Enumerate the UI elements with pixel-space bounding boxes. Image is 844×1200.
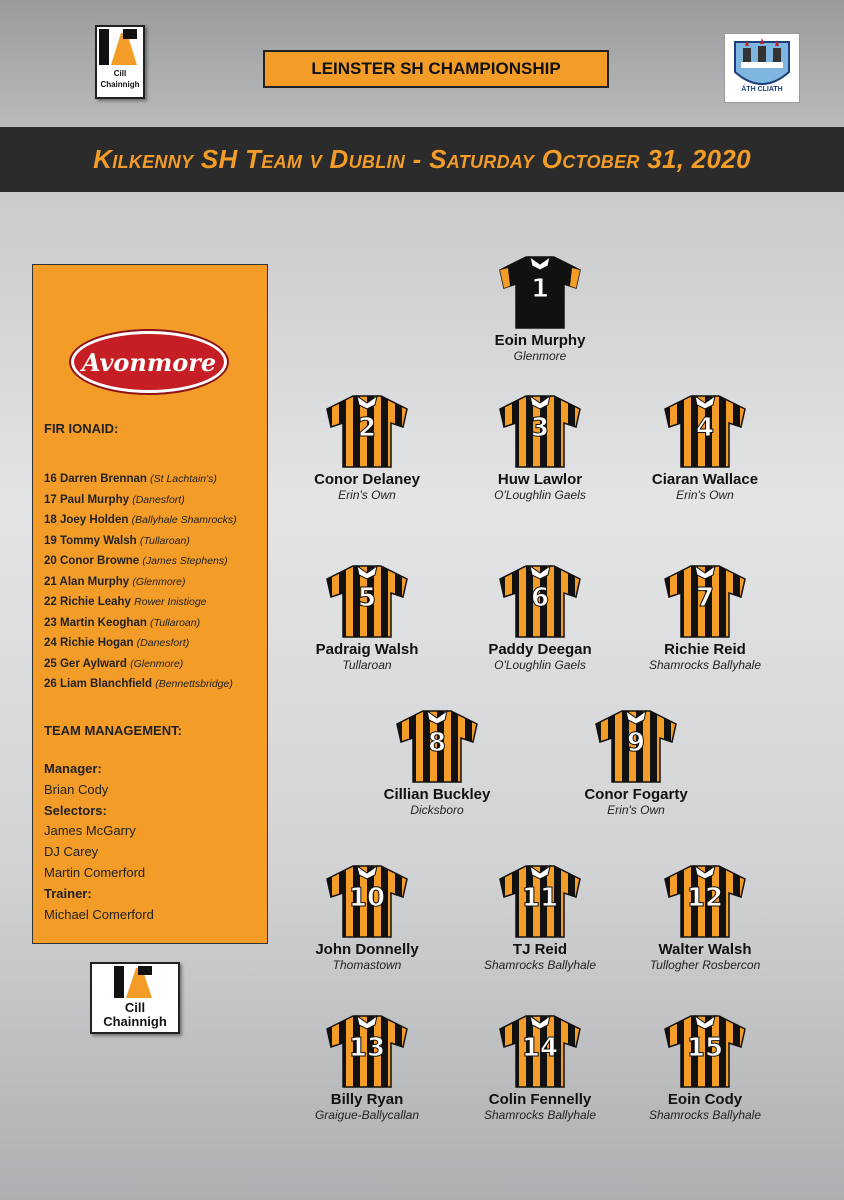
sub-club: (Tullaroan) <box>150 616 201 629</box>
sub-club: Rower Inistioge <box>134 596 207 608</box>
player-club: Shamrocks Ballyhale <box>648 1108 762 1122</box>
crest-text-cill: Cill <box>113 69 127 78</box>
kilkenny-crest-logo-bottom <box>90 962 180 1034</box>
sub-name: 18 Joey Holden <box>44 514 129 526</box>
player-club: Erin's Own <box>676 488 734 502</box>
crest-emblem-icon <box>92 964 178 1000</box>
crest-text-chainnigh: Chainnigh <box>103 1014 167 1029</box>
jersey <box>498 863 582 939</box>
player-name: Walter Walsh <box>658 941 752 958</box>
player-card <box>595 863 815 972</box>
crest-text-chainnigh: Chainnigh <box>100 80 140 89</box>
player-name: Conor Delaney <box>314 471 420 488</box>
sub-club: (Bennettsbridge) <box>155 678 233 690</box>
sub-club: (Danesfort) <box>136 637 190 649</box>
crest-text-cill: Cill <box>124 1000 146 1015</box>
jersey <box>325 393 409 469</box>
jersey <box>498 393 582 469</box>
sponsor-logo <box>71 331 227 393</box>
sub-name: 20 Conor Browne <box>44 555 140 567</box>
jersey-number: 3 <box>530 413 550 443</box>
selector-name: James McGarry <box>44 823 136 839</box>
player-name: John Donnelly <box>315 941 419 958</box>
sub-name: 22 Richie Leahy <box>44 596 131 608</box>
sub-name: 23 Martin Keoghan <box>44 616 147 629</box>
jersey <box>498 563 582 639</box>
player-club: O'Loughlin Gaels <box>494 658 586 672</box>
jersey-number: 1 <box>530 274 550 304</box>
sub-club: (Glenmore) <box>132 575 186 588</box>
sub-name: 24 Richie Hogan <box>44 637 134 649</box>
jersey <box>325 863 409 939</box>
jersey-number: 14 <box>521 1033 559 1063</box>
player-name: Ciaran Wallace <box>651 471 759 488</box>
sub-name: 19 Tommy Walsh <box>44 534 137 547</box>
jersey <box>498 254 582 330</box>
sub-name: 16 Darren Brennan <box>44 473 147 485</box>
sub-item <box>44 613 237 634</box>
player-club: Tullaroan <box>342 658 392 672</box>
jersey-number: 9 <box>626 728 646 758</box>
player-card <box>327 708 547 817</box>
management-list <box>44 759 154 925</box>
player-club: Erin's Own <box>607 803 665 817</box>
player-name: Richie Reid <box>664 641 746 658</box>
jersey <box>395 708 479 784</box>
sub-item <box>44 633 237 654</box>
sub-item <box>44 510 237 531</box>
jersey <box>594 708 678 784</box>
jersey <box>498 1013 582 1089</box>
jersey <box>663 563 747 639</box>
manager-label: Manager: <box>44 761 102 776</box>
kilkenny-crest-logo <box>95 25 145 99</box>
player-club: Shamrocks Ballyhale <box>483 1108 597 1122</box>
sponsor-name: Avonmore <box>81 347 217 377</box>
player-card <box>595 1013 815 1122</box>
player-name: Paddy Deegan <box>488 641 592 658</box>
competition-banner: LEINSTER SH CHAMPIONSHIP <box>263 50 609 88</box>
selector-name: Martin Comerford <box>44 864 146 880</box>
player-club: Dicksboro <box>410 803 464 817</box>
player-name: TJ Reid <box>512 941 568 958</box>
player-name: Billy Ryan <box>330 1091 404 1108</box>
sub-item <box>44 572 237 593</box>
sub-item <box>44 551 237 572</box>
sub-club: (Tullaroan) <box>139 534 190 547</box>
player-club: Graigue-Ballycallan <box>314 1108 420 1122</box>
sub-club: (Danesfort) <box>132 493 185 506</box>
sub-item <box>44 654 237 675</box>
jersey <box>663 863 747 939</box>
player-club: Thomastown <box>332 958 402 972</box>
sub-item <box>44 674 237 695</box>
jersey-number: 5 <box>357 583 377 613</box>
selector-name: DJ Carey <box>44 844 99 860</box>
player-name: Padraig Walsh <box>315 641 419 658</box>
crest-emblem-icon <box>97 27 143 67</box>
manager-name: Brian Cody <box>44 781 109 797</box>
subs-list <box>44 469 237 695</box>
trainer-name: Michael Comerford <box>44 906 154 922</box>
jersey-number: 7 <box>695 583 715 613</box>
player-club: O'Loughlin Gaels <box>494 488 586 502</box>
sub-name: 17 Paul Murphy <box>44 493 129 506</box>
jersey <box>325 1013 409 1089</box>
sub-name: 25 Ger Aylward <box>44 657 127 670</box>
player-card <box>595 393 815 502</box>
sub-name: 21 Alan Murphy <box>44 575 130 588</box>
subs-heading: FIR IONAID: <box>44 421 119 436</box>
jersey-number: 13 <box>348 1033 386 1063</box>
player-name: Huw Lawlor <box>497 471 583 488</box>
player-club: Shamrocks Ballyhale <box>648 658 762 672</box>
jersey-number: 15 <box>686 1033 724 1063</box>
selectors-label: Selectors: <box>44 802 107 818</box>
player-name: Eoin Murphy <box>494 332 586 349</box>
player-card <box>430 254 650 363</box>
sub-club: (Ballyhale Shamrocks) <box>131 514 237 526</box>
player-card <box>595 563 815 672</box>
sub-club: (James Stephens) <box>142 555 228 567</box>
player-name: Colin Fennelly <box>488 1091 592 1108</box>
sub-item <box>44 531 237 552</box>
player-name: Conor Fogarty <box>584 786 688 803</box>
substitutes-panel <box>32 264 268 944</box>
jersey-number: 10 <box>348 883 386 913</box>
player-name: Cillian Buckley <box>383 786 491 803</box>
sub-club: (St Lachtain's) <box>150 473 217 485</box>
jersey-number: 4 <box>695 413 715 443</box>
jersey-number: 8 <box>427 728 447 758</box>
jersey <box>663 1013 747 1089</box>
jersey <box>325 563 409 639</box>
jersey-number: 2 <box>357 413 377 443</box>
trainer-label: Trainer: <box>44 885 92 901</box>
player-club: Shamrocks Ballyhale <box>483 958 597 972</box>
player-card <box>526 708 746 817</box>
dublin-crest-logo <box>724 33 800 103</box>
page-title: Kilkenny SH Team v Dublin - Saturday October 31, 2020 <box>93 144 751 174</box>
player-club: Erin's Own <box>338 488 396 502</box>
sub-name: 26 Liam Blanchfield <box>44 678 153 690</box>
sub-item <box>44 592 237 613</box>
title-bar <box>0 127 844 192</box>
sub-club: (Glenmore) <box>130 657 184 670</box>
player-club: Glenmore <box>513 349 567 363</box>
sub-item <box>44 490 237 511</box>
player-club: Tullogher Rosbercon <box>649 958 761 972</box>
sub-item <box>44 469 237 490</box>
jersey-number: 11 <box>521 883 559 913</box>
jersey-number: 12 <box>686 883 724 913</box>
jersey <box>663 393 747 469</box>
jersey-number: 6 <box>530 583 550 613</box>
dublin-crest-text: ÁTH CLIATH <box>741 86 783 93</box>
management-heading: TEAM MANAGEMENT: <box>44 723 182 738</box>
player-name: Eoin Cody <box>667 1091 743 1108</box>
